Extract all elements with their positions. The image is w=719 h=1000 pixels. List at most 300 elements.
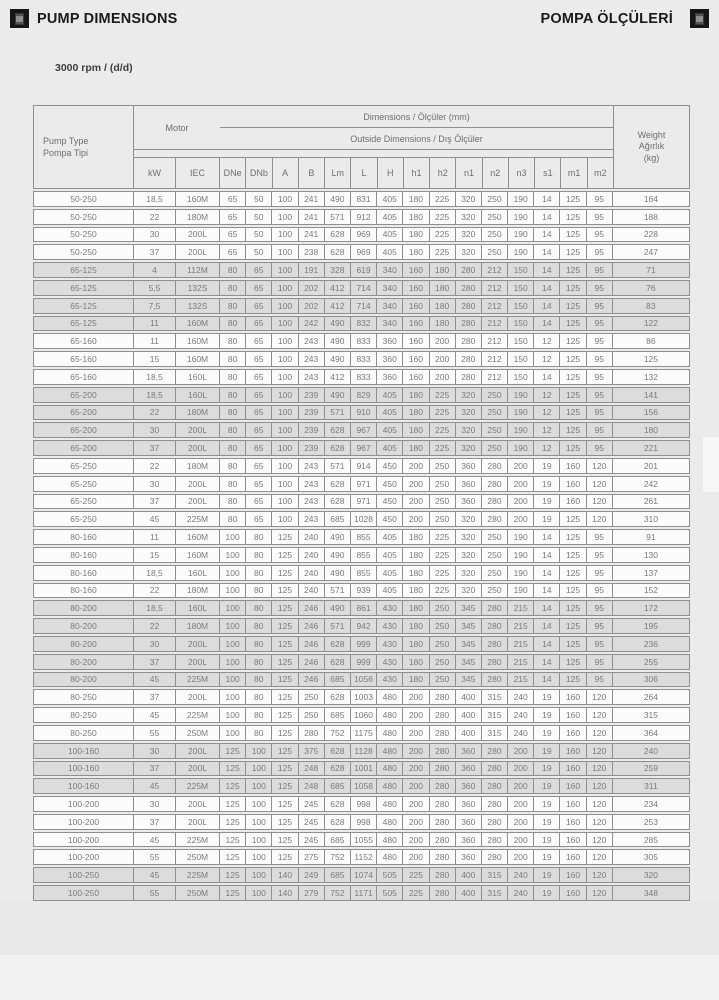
cell-n1: 360: [456, 744, 482, 758]
cell-kw: 37: [134, 815, 176, 829]
cell-dne: 125: [220, 797, 246, 811]
cell-l: 971: [351, 495, 377, 509]
cell-dne: 65: [220, 228, 246, 242]
dimensions-header-block: [220, 106, 613, 188]
cell-n3: 215: [508, 619, 534, 633]
cell-dnb: 100: [246, 833, 272, 847]
cell-n2: 250: [482, 548, 508, 562]
cell-kw: 11: [134, 530, 176, 544]
cell-m1: 125: [560, 441, 586, 455]
cell-lm: 752: [325, 886, 351, 900]
cell-m1: 160: [560, 850, 586, 864]
cell-dne: 65: [220, 192, 246, 206]
cell-iec: 160M: [176, 334, 220, 348]
cell-l: 1060: [351, 708, 377, 722]
cell-n2: 280: [482, 637, 508, 651]
cell-pump-type: 65-250: [34, 459, 134, 473]
cell-dnb: 65: [246, 477, 272, 491]
column-header-iec: IEC: [176, 158, 220, 188]
cell-s1: 19: [534, 512, 560, 526]
cell-dne: 80: [220, 334, 246, 348]
cell-kw: 5,5: [134, 281, 176, 295]
cell-l: 833: [351, 334, 377, 348]
cell-h2: 280: [430, 726, 456, 740]
cell-h: 340: [377, 299, 403, 313]
cell-dne: 80: [220, 406, 246, 420]
cell-n3: 190: [508, 192, 534, 206]
cell-n3: 200: [508, 495, 534, 509]
cell-n3: 200: [508, 512, 534, 526]
cell-l: 831: [351, 192, 377, 206]
cell-iec: 225M: [176, 833, 220, 847]
table-header: [33, 105, 690, 189]
cell-s1: 14: [534, 655, 560, 669]
cell-m1: 125: [560, 584, 586, 598]
cell-a: 100: [272, 388, 298, 402]
cell-n1: 280: [456, 334, 482, 348]
cell-h2: 225: [430, 423, 456, 437]
cell-b: 191: [299, 263, 325, 277]
cell-m2: 95: [587, 673, 613, 687]
cell-dne: 100: [220, 673, 246, 687]
cell-s1: 14: [534, 619, 560, 633]
cell-a: 100: [272, 441, 298, 455]
table-row: [33, 654, 690, 670]
cell-h2: 225: [430, 192, 456, 206]
cell-h2: 225: [430, 566, 456, 580]
cell-m2: 120: [587, 744, 613, 758]
cell-h2: 250: [430, 655, 456, 669]
cell-m1: 125: [560, 566, 586, 580]
cell-m1: 160: [560, 477, 586, 491]
cell-iec: 180M: [176, 210, 220, 224]
cell-pump-type: 80-200: [34, 637, 134, 651]
header-gap: [220, 150, 613, 158]
cell-pump-type: 100-200: [34, 850, 134, 864]
cell-a: 125: [272, 708, 298, 722]
cell-b: 241: [299, 228, 325, 242]
cell-h: 430: [377, 673, 403, 687]
cell-m2: 95: [587, 370, 613, 384]
cell-dne: 80: [220, 512, 246, 526]
cell-a: 140: [272, 868, 298, 882]
cell-n2: 280: [482, 459, 508, 473]
cell-n1: 320: [456, 512, 482, 526]
cell-lm: 628: [325, 495, 351, 509]
cell-n3: 190: [508, 584, 534, 598]
cell-iec: 200L: [176, 245, 220, 259]
cell-n1: 345: [456, 619, 482, 633]
table-row: [33, 209, 690, 225]
cell-weight: 76: [646, 282, 656, 293]
cell-n1: 280: [456, 352, 482, 366]
cell-n1: 320: [456, 210, 482, 224]
cell-dne: 100: [220, 601, 246, 615]
cell-h2: 280: [430, 744, 456, 758]
cell-n3: 200: [508, 477, 534, 491]
cell-m1: 125: [560, 263, 586, 277]
cell-l: 714: [351, 281, 377, 295]
cell-lm: 685: [325, 868, 351, 882]
cell-m2: 95: [587, 601, 613, 615]
cell-dne: 100: [220, 637, 246, 651]
cell-iec: 200L: [176, 228, 220, 242]
cell-pump-type: 65-160: [34, 334, 134, 348]
cell-n3: 190: [508, 530, 534, 544]
cell-dnb: 65: [246, 495, 272, 509]
cell-s1: 19: [534, 850, 560, 864]
cell-l: 829: [351, 388, 377, 402]
cell-h: 430: [377, 637, 403, 651]
cell-h: 480: [377, 762, 403, 776]
cell-weight: 247: [643, 247, 658, 258]
cell-dne: 100: [220, 530, 246, 544]
cell-h1: 200: [403, 815, 429, 829]
cell-n3: 150: [508, 352, 534, 366]
cell-n2: 280: [482, 833, 508, 847]
cell-b: 375: [299, 744, 325, 758]
cell-dnb: 80: [246, 690, 272, 704]
cell-h: 430: [377, 619, 403, 633]
cell-m2: 95: [587, 637, 613, 651]
cell-iec: 160M: [176, 192, 220, 206]
cell-kw: 18,5: [134, 388, 176, 402]
cell-b: 275: [299, 850, 325, 864]
cell-lm: 628: [325, 441, 351, 455]
cell-iec: 225M: [176, 708, 220, 722]
cell-weight: 195: [643, 621, 658, 632]
cell-pump-type: 80-200: [34, 673, 134, 687]
cell-m1: 125: [560, 281, 586, 295]
cell-weight: 137: [643, 567, 658, 578]
cell-dnb: 100: [246, 868, 272, 882]
cell-h2: 225: [430, 548, 456, 562]
cell-n3: 215: [508, 637, 534, 651]
cell-m1: 125: [560, 548, 586, 562]
cell-m2: 95: [587, 281, 613, 295]
cell-a: 125: [272, 530, 298, 544]
cell-m2: 120: [587, 495, 613, 509]
cell-lm: 752: [325, 850, 351, 864]
cell-iec: 200L: [176, 477, 220, 491]
cell-iec: 160L: [176, 388, 220, 402]
cell-l: 855: [351, 530, 377, 544]
cell-n3: 240: [508, 868, 534, 882]
cell-weight: 259: [643, 763, 658, 774]
cell-dnb: 100: [246, 779, 272, 793]
cell-a: 100: [272, 281, 298, 295]
column-header-h1: h1: [404, 158, 430, 188]
cell-a: 100: [272, 406, 298, 420]
cell-l: 971: [351, 477, 377, 491]
cell-dnb: 65: [246, 352, 272, 366]
cell-b: 248: [299, 779, 325, 793]
cell-n2: 250: [482, 406, 508, 420]
cell-l: 914: [351, 459, 377, 473]
cell-n3: 200: [508, 797, 534, 811]
cell-lm: 412: [325, 281, 351, 295]
cell-h: 340: [377, 281, 403, 295]
table-row: [33, 565, 690, 581]
cell-l: 942: [351, 619, 377, 633]
cell-lm: 490: [325, 352, 351, 366]
cell-weight: 122: [643, 318, 658, 329]
cell-s1: 19: [534, 815, 560, 829]
table-row: [33, 511, 690, 527]
cell-lm: 571: [325, 459, 351, 473]
cell-kw: 45: [134, 708, 176, 722]
cell-s1: 14: [534, 228, 560, 242]
cell-lm: 628: [325, 228, 351, 242]
cell-lm: 685: [325, 673, 351, 687]
cell-lm: 571: [325, 619, 351, 633]
cell-n2: 212: [482, 281, 508, 295]
cell-dne: 80: [220, 441, 246, 455]
dimensions-table: [33, 105, 690, 901]
cell-h: 480: [377, 690, 403, 704]
cell-b: 239: [299, 406, 325, 420]
cell-a: 125: [272, 601, 298, 615]
cell-a: 140: [272, 886, 298, 900]
cell-n3: 190: [508, 210, 534, 224]
cell-pump-type: 100-160: [34, 744, 134, 758]
cell-s1: 14: [534, 192, 560, 206]
cell-n3: 190: [508, 441, 534, 455]
cell-lm: 490: [325, 388, 351, 402]
cell-a: 125: [272, 548, 298, 562]
cell-m2: 120: [587, 779, 613, 793]
cell-a: 125: [272, 584, 298, 598]
cell-m2: 95: [587, 566, 613, 580]
cell-s1: 14: [534, 637, 560, 651]
cell-a: 100: [272, 245, 298, 259]
cell-n3: 240: [508, 708, 534, 722]
table-row: [33, 422, 690, 438]
cell-n3: 200: [508, 459, 534, 473]
cell-lm: 571: [325, 584, 351, 598]
cell-s1: 12: [534, 388, 560, 402]
cell-kw: 11: [134, 334, 176, 348]
cell-pump-type: 100-200: [34, 833, 134, 847]
cell-h1: 180: [403, 192, 429, 206]
cell-dnb: 65: [246, 334, 272, 348]
cell-n3: 150: [508, 281, 534, 295]
cell-pump-type: 80-200: [34, 619, 134, 633]
cell-s1: 14: [534, 566, 560, 580]
cell-n2: 280: [482, 601, 508, 615]
cell-h1: 200: [403, 850, 429, 864]
cell-dnb: 80: [246, 548, 272, 562]
cell-h1: 180: [403, 566, 429, 580]
cell-kw: 45: [134, 673, 176, 687]
cell-n1: 345: [456, 673, 482, 687]
cell-weight: 156: [643, 407, 658, 418]
cell-dnb: 65: [246, 441, 272, 455]
cell-n1: 345: [456, 601, 482, 615]
cell-pump-type: 80-250: [34, 726, 134, 740]
cell-weight: 83: [646, 300, 656, 311]
cell-kw: 30: [134, 744, 176, 758]
cell-h1: 180: [403, 673, 429, 687]
cell-lm: 628: [325, 762, 351, 776]
cell-iec: 200L: [176, 495, 220, 509]
cell-m1: 125: [560, 317, 586, 331]
cell-lm: 628: [325, 655, 351, 669]
cell-m2: 95: [587, 530, 613, 544]
cell-h2: 200: [430, 334, 456, 348]
cell-l: 1152: [351, 850, 377, 864]
cell-m2: 95: [587, 423, 613, 437]
cell-m2: 120: [587, 815, 613, 829]
cell-n3: 200: [508, 744, 534, 758]
cell-dne: 80: [220, 423, 246, 437]
cell-h2: 250: [430, 459, 456, 473]
cell-iec: 200L: [176, 655, 220, 669]
cell-n2: 315: [482, 690, 508, 704]
cell-h: 480: [377, 815, 403, 829]
cell-h: 505: [377, 886, 403, 900]
cell-m2: 95: [587, 655, 613, 669]
cell-m1: 125: [560, 299, 586, 313]
table-row: [33, 529, 690, 545]
column-header-s1: s1: [535, 158, 561, 188]
table-row: [33, 583, 690, 599]
cell-n2: 280: [482, 797, 508, 811]
cell-a: 100: [272, 263, 298, 277]
cell-kw: 37: [134, 495, 176, 509]
cell-kw: 45: [134, 833, 176, 847]
cell-n1: 400: [456, 690, 482, 704]
cell-dne: 125: [220, 850, 246, 864]
cell-h: 405: [377, 441, 403, 455]
cell-m1: 160: [560, 726, 586, 740]
cell-a: 125: [272, 619, 298, 633]
motor-header-block: [134, 106, 220, 188]
cell-h: 450: [377, 512, 403, 526]
cell-b: 239: [299, 388, 325, 402]
cell-kw: 30: [134, 477, 176, 491]
cell-h1: 200: [403, 708, 429, 722]
cell-m1: 125: [560, 637, 586, 651]
cell-dnb: 65: [246, 388, 272, 402]
cell-h1: 180: [403, 548, 429, 562]
cell-weight: 261: [643, 496, 658, 507]
cell-kw: 30: [134, 637, 176, 651]
outside-dimensions-header: Outside Dimensions / Dış Ölçüler: [220, 128, 613, 150]
cell-weight: 201: [643, 460, 658, 471]
cell-n1: 320: [456, 423, 482, 437]
cell-h: 405: [377, 210, 403, 224]
cell-l: 619: [351, 263, 377, 277]
table-row: [33, 885, 690, 901]
cell-m2: 120: [587, 797, 613, 811]
cell-n2: 315: [482, 726, 508, 740]
cell-l: 910: [351, 406, 377, 420]
column-header-n2: n2: [483, 158, 509, 188]
cell-h1: 200: [403, 459, 429, 473]
cell-m1: 125: [560, 655, 586, 669]
cell-b: 250: [299, 708, 325, 722]
cell-h: 430: [377, 655, 403, 669]
cell-weight: 320: [643, 870, 658, 881]
cell-n3: 190: [508, 228, 534, 242]
cell-pump-type: 65-125: [34, 281, 134, 295]
cell-a: 125: [272, 850, 298, 864]
cell-m1: 160: [560, 886, 586, 900]
table-body: [33, 191, 690, 901]
cell-n3: 200: [508, 833, 534, 847]
cell-iec: 160L: [176, 566, 220, 580]
cell-a: 125: [272, 833, 298, 847]
cell-n1: 320: [456, 548, 482, 562]
cell-b: 246: [299, 655, 325, 669]
cell-pump-type: 65-200: [34, 423, 134, 437]
cell-l: 967: [351, 423, 377, 437]
cell-m2: 120: [587, 690, 613, 704]
cell-m1: 125: [560, 210, 586, 224]
cell-weight: 221: [643, 443, 658, 454]
table-row: [33, 636, 690, 652]
cell-kw: 45: [134, 779, 176, 793]
cell-dnb: 65: [246, 317, 272, 331]
cell-a: 100: [272, 370, 298, 384]
scan-artifact: [703, 437, 719, 492]
cell-dnb: 65: [246, 406, 272, 420]
table-row: [33, 618, 690, 634]
cell-h2: 180: [430, 281, 456, 295]
cell-m1: 125: [560, 619, 586, 633]
cell-h2: 180: [430, 263, 456, 277]
cell-dne: 80: [220, 317, 246, 331]
cell-dnb: 80: [246, 584, 272, 598]
cell-m2: 95: [587, 352, 613, 366]
cell-pump-type: 65-125: [34, 317, 134, 331]
cell-n1: 320: [456, 584, 482, 598]
cell-n1: 360: [456, 477, 482, 491]
cell-lm: 628: [325, 815, 351, 829]
cell-h1: 180: [403, 637, 429, 651]
cell-iec: 180M: [176, 619, 220, 633]
cell-m2: 120: [587, 512, 613, 526]
cell-a: 100: [272, 423, 298, 437]
cell-pump-type: 100-160: [34, 762, 134, 776]
cell-l: 1074: [351, 868, 377, 882]
cell-h: 405: [377, 548, 403, 562]
cell-n2: 280: [482, 495, 508, 509]
cell-dnb: 50: [246, 228, 272, 242]
cell-pump-type: 80-250: [34, 690, 134, 704]
cell-lm: 490: [325, 317, 351, 331]
cell-m2: 95: [587, 406, 613, 420]
cell-kw: 37: [134, 441, 176, 455]
cell-dne: 125: [220, 744, 246, 758]
cell-n3: 150: [508, 334, 534, 348]
cell-m2: 95: [587, 584, 613, 598]
cell-h1: 160: [403, 299, 429, 313]
cell-kw: 37: [134, 655, 176, 669]
cell-l: 832: [351, 317, 377, 331]
cell-a: 125: [272, 797, 298, 811]
table-row: [33, 600, 690, 616]
cell-iec: 225M: [176, 779, 220, 793]
table-row: [33, 707, 690, 723]
cell-dnb: 65: [246, 370, 272, 384]
cell-weight: 236: [643, 638, 658, 649]
cell-h1: 160: [403, 317, 429, 331]
cell-l: 912: [351, 210, 377, 224]
cell-b: 279: [299, 886, 325, 900]
cell-lm: 328: [325, 263, 351, 277]
